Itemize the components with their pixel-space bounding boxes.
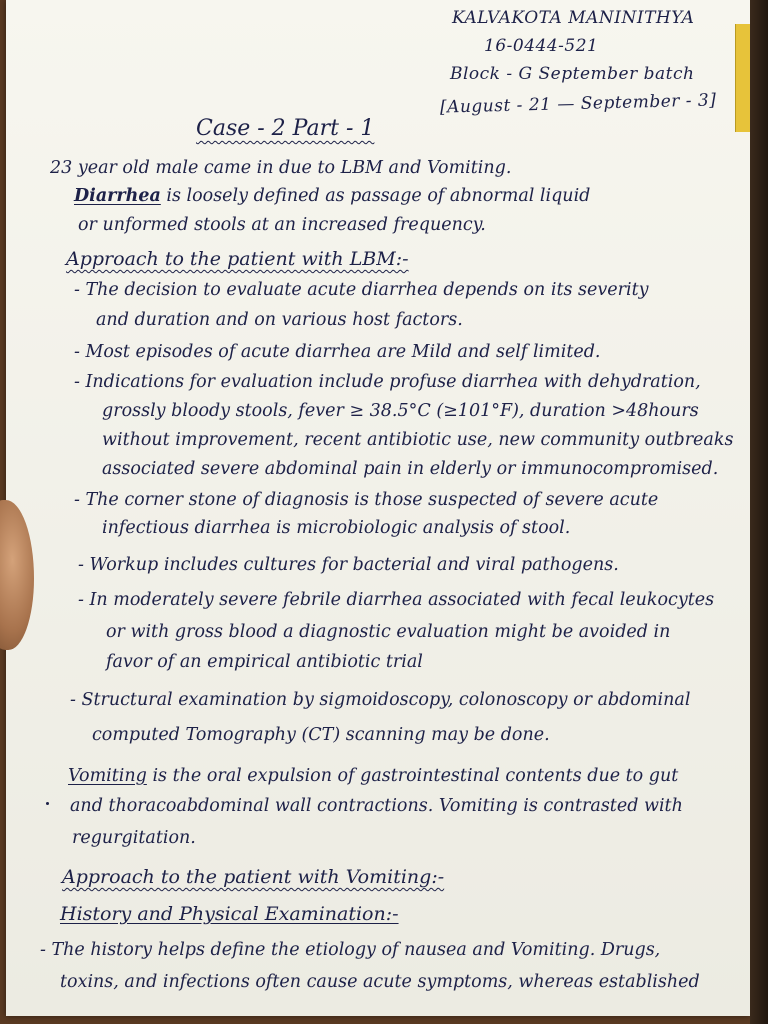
diarrhea-term: Diarrhea bbox=[74, 186, 161, 206]
vomiting-definition-line-3: regurgitation. bbox=[72, 828, 196, 848]
lbm-approach-heading: Approach to the patient with LBM:- bbox=[66, 248, 409, 270]
lbm-point-line: and duration and on various host factors. bbox=[96, 310, 463, 330]
notebook-binding-shadow bbox=[750, 0, 768, 1024]
lbm-point-line: computed Tomography (CT) scanning may be done. bbox=[92, 725, 550, 745]
lbm-point-line: infectious diarrhea is microbiologic analysis of stool. bbox=[102, 518, 571, 538]
notebook-page bbox=[6, 0, 750, 1016]
history-exam-heading: History and Physical Examination:- bbox=[60, 903, 399, 925]
vomiting-approach-heading: Approach to the patient with Vomiting:- bbox=[62, 866, 445, 888]
lbm-point-line: - Workup includes cultures for bacterial and viral pathogens. bbox=[78, 555, 619, 575]
lbm-point-line: - Most episodes of acute diarrhea are Mild and self limited. bbox=[74, 342, 601, 362]
lbm-point-line: favor of an empirical antibiotic trial bbox=[106, 652, 423, 672]
vomiting-term: Vomiting bbox=[68, 766, 147, 786]
lbm-point-line: - Structural examination by sigmoidoscopy, colonoscopy or abdominal bbox=[70, 690, 691, 710]
block-batch: Block - G September batch bbox=[450, 64, 695, 84]
diarrhea-definition-line-2: or unformed stools at an increased frequency. bbox=[78, 215, 486, 235]
lbm-point-line: - In moderately severe febrile diarrhea associated with fecal leukocytes bbox=[78, 590, 715, 610]
history-line: toxins, and infections often cause acute symptoms, whereas established bbox=[60, 972, 700, 992]
page-title: Case - 2 Part - 1 bbox=[196, 116, 375, 141]
lbm-point-line: without improvement, recent antibiotic use, new community outbreaks bbox=[102, 430, 734, 450]
lbm-point-line: - Indications for evaluation include profuse diarrhea with dehydration, bbox=[74, 372, 701, 392]
diarrhea-definition-line-1: Diarrhea is loosely defined as passage of abnormal liquid bbox=[74, 186, 591, 206]
lbm-point-line: - The decision to evaluate acute diarrhea depends on its severity bbox=[74, 280, 649, 300]
case-intro: 23 year old male came in due to LBM and Vomiting. bbox=[50, 158, 512, 178]
vomiting-definition-line-2: and thoracoabdominal wall contractions. Vomiting is contrasted with bbox=[70, 796, 683, 816]
history-line: - The history helps define the etiology of nausea and Vomiting. Drugs, bbox=[40, 940, 661, 960]
student-name: KALVAKOTA MANINITHYA bbox=[452, 8, 695, 28]
vomiting-definition-line-1: Vomiting is the oral expulsion of gastrointestinal contents due to gut bbox=[68, 766, 679, 786]
student-roll-number: 16-0444-521 bbox=[484, 36, 599, 56]
ink-dot bbox=[46, 802, 49, 805]
lbm-point-line: - The corner stone of diagnosis is those suspected of severe acute bbox=[74, 490, 659, 510]
notebook-edge-tab bbox=[735, 24, 750, 132]
lbm-point-line: grossly bloody stools, fever ≥ 38.5°C (≥101°F), duration >48hours bbox=[102, 401, 699, 421]
batch-dates: [August - 21 — September - 3] bbox=[439, 90, 717, 118]
lbm-point-line: or with gross blood a diagnostic evaluation might be avoided in bbox=[106, 622, 671, 642]
lbm-point-line: associated severe abdominal pain in elderly or immunocompromised. bbox=[102, 459, 719, 479]
